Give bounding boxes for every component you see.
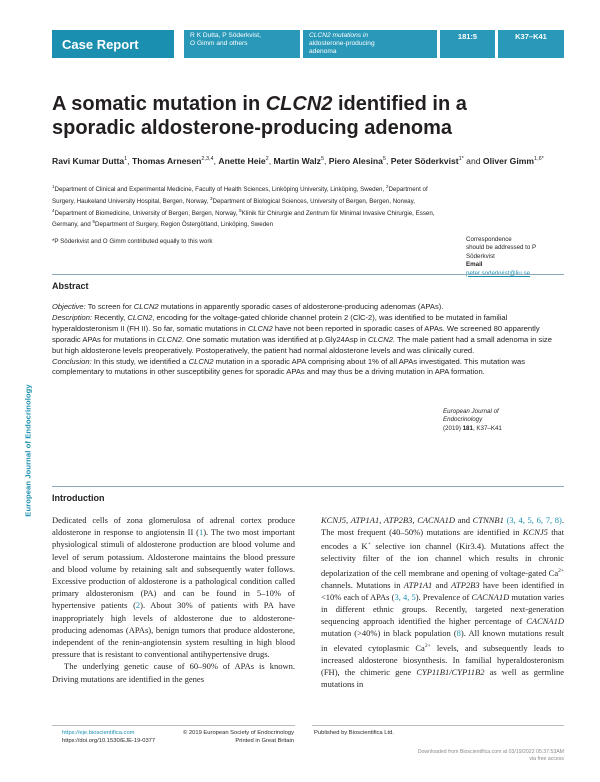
- intro-paragraph-3: KCNJ5, ATP1A1, ATP2B3, CACNA1D and CTNNB1 (3, 4, 5, 6, 7, 8). The most frequent (40–50%) mutations are identified in KCNJ5 that encodes a K+ selective ion channel (Kir3.4). Mutations affect the selectivity filter of the ion channel which results in chronic depolarization of the cell membrane and opening of voltage-gated $Ca^{2+}$ channels. Mutations in ATP1A1 and ATP2B3 have been identified in <10% each of APAs (3, 4, 5). Prevalence of CACNA1D mutation varies in different ethnic groups. Recently, targeted next-generation sequencing approach identified the higher percentage of CACNA1D mutation (>40%) in black population (8). All known mutations result in elevated cytoplasmic $Ca^{2+}$ levels, and subsequently leads to increased aldosterone biosynthesis. In familial hyperaldosteronism (FH), the chimeric gene CYP11B1/CYP11B2 as well as germline mutations in: [321, 515, 564, 690]
- footer-copyright: © 2019 European Society of Endocrinology Printed in Great Britain: [183, 730, 294, 744]
- affiliation-number: 4: [52, 207, 55, 213]
- author-affiliation-sup: 5: [382, 156, 386, 162]
- author-name: Anette Heie: [218, 155, 266, 166]
- article-type-badge: Case Report: [52, 30, 174, 58]
- affiliations: [52, 183, 448, 230]
- intro-paragraph-2: The underlying genetic cause of 60–90% of APAs is known. Driving mutations are identified in the genes: [52, 661, 295, 684]
- correspondence-email-link[interactable]: peter.soderkvist@liu.se: [466, 269, 531, 277]
- introduction-heading: Introduction: [52, 493, 105, 503]
- header-short-title: CLCN2 mutations in aldosterone-producing adenoma: [303, 30, 437, 58]
- author-name: Thomas Arnesen: [131, 155, 202, 166]
- intro-left-column: [52, 514, 295, 685]
- header-authors: R K Dutta, P Söderkvist, O Gimm and others: [184, 30, 300, 58]
- correspondence-box: Correspondence should be addressed to P Söderkvist Email peter.soderkvist@liu.se: [466, 236, 562, 278]
- intro-right-column: [321, 514, 564, 690]
- author-affiliation-sup: 2,3,4: [201, 156, 214, 162]
- abstract-description: Description: Recently, CLCN2, encoding for the voltage-gated chloride channel protein 2 (ClC-2), was identified to be mutated in familial hyperaldosteronism II (FH II). So far, somatic mutations in CLCN2 have not been reported in sporadic cases of APAs. We screened 80 apparently sporadic APAs for mutations in CLCN2. One somatic mutation was identified at p.Gly24Asp in CLCN2. The male patient had a small adenoma in size but high aldosterone levels preoperatively. Postoperatively, the patient had normal aldosterone levels and was clinically cured.: [52, 312, 552, 355]
- affiliation-text: Department of Surgery, Haukeland University Hospital, Bergen, Norway,: [52, 186, 428, 205]
- affiliation-text: Klinik für Chirurgie and Zentrum für Minimal Invasive Chirurgie, Essen, Germany, and: [52, 209, 435, 229]
- footer-divider-right: [312, 725, 564, 726]
- abstract-body: [52, 302, 564, 378]
- vertical-journal-label: European Journal of Endocrinology: [23, 383, 33, 517]
- author-affiliation-sup: 1,6*: [534, 156, 544, 162]
- intro-paragraph-1: Dedicated cells of zona glomerulosa of adrenal cortex produce aldosterone in response to angiotensin II (1). The two most important physiological stimuli of aldosterone production are blood volume and level of serum potassium. Aldosterone maintains the blood pressure and blood volume by retaining salt and subsequently water follows. Excessive production of aldosterone is a pathological condition called primary aldosteronism (PA) and can be found in 5–10% of hypertensive patients (2). About 30% of patients with PA have inappropriately high levels of aldosterone due to aldosterone-producing adenomas (APAs), benign tumors that produce aldosterone, independent of the renin-angiotensin system resulting in high blood pressure that is resistant to conventional antihypertensive drugs.: [52, 515, 296, 660]
- journal-citation: European Journal of Endocrinology (2019) 181, K37–K41: [443, 408, 502, 432]
- journal-url-link[interactable]: https://eje.bioscientifica.com: [62, 730, 135, 736]
- abstract-conclusion: Conclusion: In this study, we identified a CLCN2 mutation in a sporadic APA comprising about 1% of all APAs investigated. This mutation was complementary to mutations in other susceptibility genes for sporadic APAs and may thus be a driving mutation in APA formation.: [52, 356, 526, 377]
- author-name: Piero Alesina: [328, 155, 383, 166]
- ref-link-3-5[interactable]: 3, 4, 5: [394, 591, 416, 602]
- abstract-objective: Objective: To screen for CLCN2 mutations in apparently sporadic cases of aldosterone-producing adenomas (APAs).: [52, 302, 444, 311]
- affiliation-number: 5: [239, 207, 242, 213]
- introduction-divider: [52, 486, 564, 487]
- affiliation-number: 1: [52, 184, 55, 189]
- download-notice: Downloaded from Bioscientifica.com at 03/19/2022 05:37:53AM via free access: [417, 749, 564, 762]
- abstract-heading: Abstract: [52, 281, 89, 291]
- ref-link-1[interactable]: 1: [198, 527, 204, 538]
- ref-link-3-8[interactable]: (3, 4, 5, 6, 7, 8): [503, 515, 562, 525]
- author-list: Ravi Kumar Dutta$^1$, Thomas Arnesen$^{2,3,4}$, Anette Heie$^2$, Martin Walz$^5$, Piero Alesina$^5$, Peter Söderkvist$^{1*}$ and Oliver Gimm$^{1,6*}$: [52, 155, 544, 166]
- affiliation-number: 2: [385, 184, 389, 189]
- doi-link[interactable]: https://doi.org/10.1530/EJE-19-0377: [62, 737, 156, 744]
- affiliation-text: Department of Surgery, Region Östergötland, Linköping, Sweden: [94, 221, 274, 229]
- footer-publisher: Published by Bioscientifica Ltd.: [314, 730, 394, 736]
- affiliation-text: Department of Biomedicine, University of Bergen, Bergen, Norway,: [54, 209, 240, 217]
- author-affiliation-sup: 1: [124, 156, 128, 162]
- affiliation-text: Department of Clinical and Experimental Medicine, Faculty of Health Sciences, Linköping University, Linköping, Sweden,: [54, 186, 386, 194]
- header-volume: 181:5: [440, 30, 495, 58]
- author-affiliation-sup: 1*: [458, 156, 464, 162]
- ref-link-8[interactable]: 8: [456, 628, 461, 639]
- equal-contribution-note: *P Söderkvist and O Gimm contributed equally to this work: [52, 238, 213, 245]
- author-affiliation-sup: 2: [265, 156, 269, 162]
- author-name: Martin Walz: [273, 155, 321, 166]
- affiliation-text: Department of Biological Sciences, University of Bergen, Bergen, Norway,: [212, 197, 415, 205]
- affiliation-number: 6: [92, 219, 95, 225]
- affiliation-number: 3: [209, 195, 213, 201]
- author-name: Peter Söderkvist: [390, 155, 459, 166]
- author-affiliation-sup: 5: [320, 156, 324, 162]
- author-name: Oliver Gimm: [482, 155, 535, 166]
- ref-link-2[interactable]: 2: [135, 600, 141, 611]
- header-pages: K37–K41: [498, 30, 564, 58]
- article-title: A somatic mutation in CLCN2 identified in a sporadic aldosterone-producing adenoma: [52, 93, 467, 139]
- footer-links: [62, 730, 155, 745]
- abstract-divider: [52, 274, 564, 275]
- author-name: Ravi Kumar Dutta: [52, 155, 125, 166]
- footer-divider-left: [52, 725, 295, 726]
